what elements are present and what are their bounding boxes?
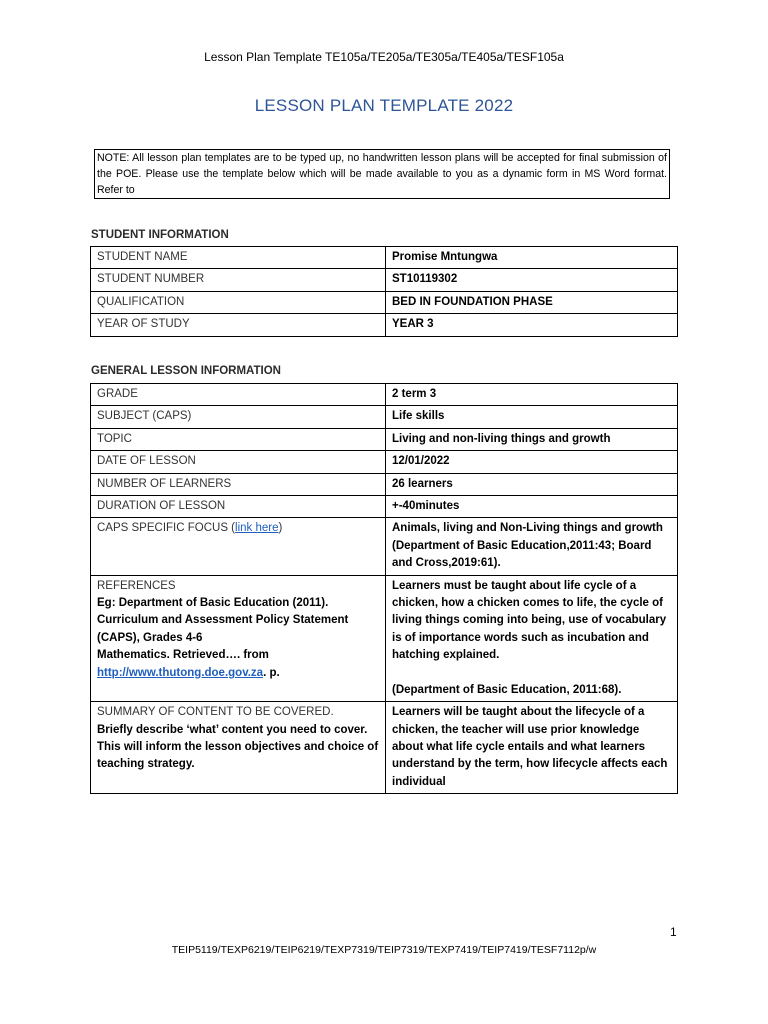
general-lesson-information-table [90,383,678,794]
thutong-link[interactable]: http://www.thutong.doe.gov.za [97,666,264,679]
page-header: Lesson Plan Template TE105a/TE205a/TE305a/TE405a/TESF105a [204,50,564,64]
references-link-suffix: . p. [263,666,280,679]
row-value: 2 term 3 [386,384,678,406]
references-row [91,575,678,701]
summary-label-cell [91,702,386,794]
row-value: Promise Mntungwa [386,247,678,269]
caps-focus-row [91,518,678,575]
table-row [91,291,678,313]
references-example-retrieved: Mathematics. Retrieved…. from [97,649,269,662]
row-label: DURATION OF LESSON [91,496,386,518]
caps-focus-label [91,518,386,575]
caps-focus-label-suffix: ) [278,522,283,535]
references-value-cell [386,575,678,701]
table-row [91,314,678,336]
caps-link[interactable]: link here [235,522,279,535]
table-row [91,428,678,450]
table-row [91,269,678,291]
table-row [91,247,678,269]
document-title: LESSON PLAN TEMPLATE 2022 [254,96,514,115]
references-label-cell [91,575,386,701]
references-label: REFERENCES [97,579,176,592]
table-row [91,451,678,473]
row-label: GRADE [91,384,386,406]
caps-focus-label-prefix: CAPS SPECIFIC FOCUS ( [97,522,236,535]
row-label: DATE OF LESSON [91,451,386,473]
table-row [91,384,678,406]
summary-label: SUMMARY OF CONTENT TO BE COVERED. [97,706,334,719]
references-citation: (Department of Basic Education, 2011:68). [392,683,622,696]
page-number: 1 [670,925,677,939]
row-label: SUBJECT (CAPS) [91,406,386,428]
caps-focus-value: Animals, living and Non-Living things and growth (Department of Basic Education,2011:43; Board and Cross,2019:61). [386,518,678,575]
summary-value: Learners will be taught about the lifecycle of a chicken, the teacher will use prior knowledge about what life cycle entails and what learners understand by the term, how lifecycle affects each individual [386,702,678,794]
row-value: ST10119302 [386,269,678,291]
row-label: NUMBER OF LEARNERS [91,473,386,495]
row-value: BED IN FOUNDATION PHASE [386,291,678,313]
row-value: 12/01/2022 [386,451,678,473]
row-label: STUDENT NUMBER [91,269,386,291]
references-example: Eg: Department of Basic Education (2011). Curriculum and Assessment Policy Statement (CAPS), Grades 4-6 [97,597,349,644]
table-row [91,473,678,495]
row-value: 26 learners [386,473,678,495]
general-lesson-information-heading: GENERAL LESSON INFORMATION [91,365,281,377]
row-value: Life skills [386,406,678,428]
row-label: YEAR OF STUDY [91,314,386,336]
page-footer: TEIP5119/TEXP6219/TEIP6219/TEXP7319/TEIP7319/TEXP7419/TEIP7419/TESF7112p/w [171,944,597,956]
student-information-heading: STUDENT INFORMATION [91,229,229,241]
table-row [91,496,678,518]
row-value: Living and non-living things and growth [386,428,678,450]
summary-instruction: Briefly describe ‘what’ content you need to cover. This will inform the lesson objectives and choice of teaching strategy. [97,723,379,771]
row-label: STUDENT NAME [91,247,386,269]
row-label: QUALIFICATION [91,291,386,313]
row-value: +-40minutes [386,496,678,518]
row-label: TOPIC [91,428,386,450]
references-value: Learners must be taught about life cycle of a chicken, how a chicken comes to life, the cycle of living things coming into being, use of vocabulary is of importance words such as incubation and hatching explained. [392,579,667,662]
student-information-table [90,246,678,337]
row-value: YEAR 3 [386,314,678,336]
summary-row [91,702,678,794]
table-row [91,406,678,428]
references-link-line [97,665,379,682]
note-box: NOTE: All lesson plan templates are to be typed up, no handwritten lesson plans will be accepted for final submission of the POE. Please use the template below which will be made available to you as a dynamic form in MS Word format. Refer to [94,149,670,199]
